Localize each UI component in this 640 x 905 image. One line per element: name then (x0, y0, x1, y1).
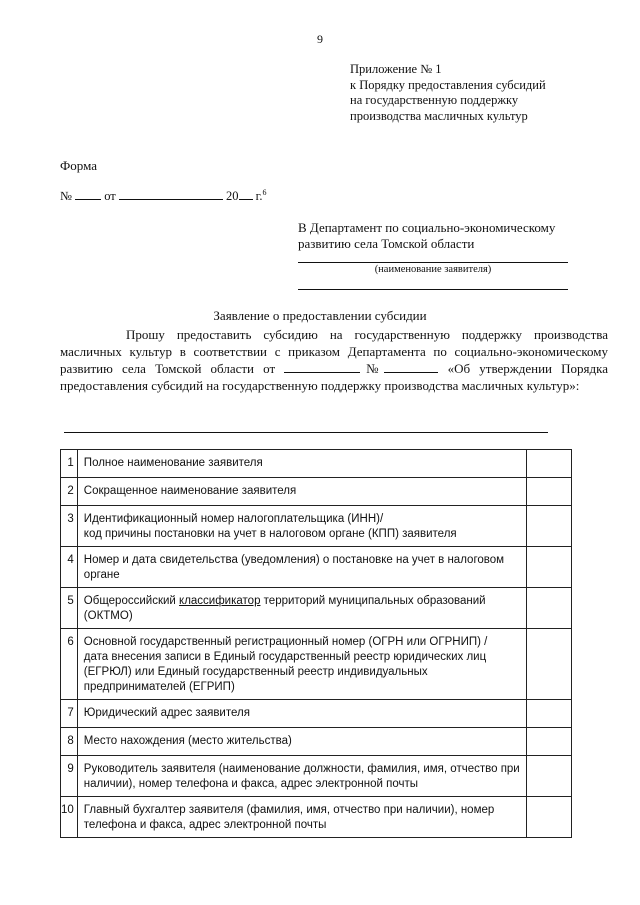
applicant-name-caption: (наименование заявителя) (374, 264, 492, 275)
request-text: Прошу предоставить субсидию на государственную поддержку производства масличных культур в соответствии с приказом Департамента по социально-экономическому развитию села Томской области от (60, 327, 608, 376)
year-suffix: г. (255, 189, 263, 204)
order-number-sign: № (360, 361, 385, 376)
appendix-header (350, 62, 546, 124)
appendix-line: производства масличных культур (350, 108, 528, 123)
applicant-info-table (60, 449, 572, 838)
row-label: Номер и дата свидетельства (уведомления) о постановке на учет в налоговом органе (77, 547, 526, 588)
table-row (61, 506, 572, 547)
row-label: Место нахождения (место жительства) (77, 728, 526, 756)
table-row (61, 547, 572, 588)
footnote-mark: 6 (262, 188, 267, 197)
number-sign: № (60, 189, 72, 204)
row-label: Сокращенное наименование заявителя (77, 478, 526, 506)
table-row (61, 478, 572, 506)
addressee-line: В Департамент по социально-экономическому (298, 220, 556, 235)
row-value-cell[interactable] (527, 506, 572, 547)
row-value-cell[interactable] (527, 728, 572, 756)
row-value-cell[interactable] (527, 700, 572, 728)
row-number: 6 (61, 629, 78, 700)
order-date-field[interactable] (284, 360, 360, 373)
row-label: Идентификационный номер налогоплательщика (ИНН)/ код причины постановки на учет в налоговом органе (КПП) заявителя (77, 506, 526, 547)
row-number: 7 (61, 700, 78, 728)
applicant-name-field-2[interactable] (298, 289, 568, 290)
date-field[interactable] (119, 188, 223, 200)
year-field[interactable] (239, 188, 253, 200)
row-number: 4 (61, 547, 78, 588)
body-underline-field[interactable] (64, 432, 548, 433)
row-label: Главный бухгалтер заявителя (фамилия, имя, отчество при наличии), номер телефона и факса, адрес электронной почты (77, 797, 526, 838)
row-label: Полное наименование заявителя (77, 450, 526, 478)
addressee-block (298, 220, 588, 252)
document-number-line (60, 188, 266, 204)
table-row (61, 450, 572, 478)
row-value-cell[interactable] (527, 797, 572, 838)
table-row (61, 728, 572, 756)
row-value-cell[interactable] (527, 547, 572, 588)
row-value-cell[interactable] (527, 478, 572, 506)
row-label (77, 588, 526, 629)
row-value-cell[interactable] (527, 629, 572, 700)
row-number: 9 (61, 756, 78, 797)
page-number: 9 (317, 32, 323, 46)
row-number: 8 (61, 728, 78, 756)
document-title: Заявление о предоставлении субсидии (213, 308, 427, 323)
addressee-line: развитию села Томской области (298, 236, 475, 251)
applicant-name-field[interactable] (298, 262, 568, 263)
row-value-cell[interactable] (527, 450, 572, 478)
from-label: от (104, 189, 116, 204)
row-label: Руководитель заявителя (наименование должности, фамилия, имя, отчество при наличии), номер телефона и факса, адрес электронной почты (77, 756, 526, 797)
row-label: Основной государственный регистрационный номер (ОГРН или ОГРНИП) / дата внесения записи в Единый государственный реестр юридических лиц (ЕГРЮЛ) или Единый государственный реестр индивидуальных предпринимателей (ЕГРИП) (77, 629, 526, 700)
table-row (61, 797, 572, 838)
table-row (61, 588, 572, 629)
request-text-end: «Об утверждении Порядка предоставления субсидий на государственную поддержку производства масличных культур»: (60, 361, 609, 393)
appendix-line: к Порядку предоставления субсидий (350, 77, 546, 92)
table-row (61, 700, 572, 728)
row-number: 10 (61, 797, 78, 838)
row-value-cell[interactable] (527, 588, 572, 629)
order-number-field[interactable] (384, 360, 438, 373)
row-number: 3 (61, 506, 78, 547)
year-prefix: 20 (226, 189, 239, 204)
appendix-line: на государственную поддержку (350, 93, 519, 107)
table-row (61, 756, 572, 797)
request-paragraph (60, 327, 608, 394)
row-value-cell[interactable] (527, 756, 572, 797)
classifier-link[interactable]: классификатор (179, 595, 261, 607)
row-number: 5 (61, 588, 78, 629)
row-number: 2 (61, 478, 78, 506)
row-number: 1 (61, 450, 78, 478)
appendix-line: Приложение № 1 (350, 62, 442, 76)
number-field[interactable] (75, 188, 101, 200)
row-label: Юридический адрес заявителя (77, 700, 526, 728)
row-label-part: Общероссийский (83, 595, 180, 607)
form-label: Форма (60, 158, 97, 173)
row-label-part: территорий муниципальных образований (ОКТМО) (83, 595, 486, 622)
table-row (61, 629, 572, 700)
